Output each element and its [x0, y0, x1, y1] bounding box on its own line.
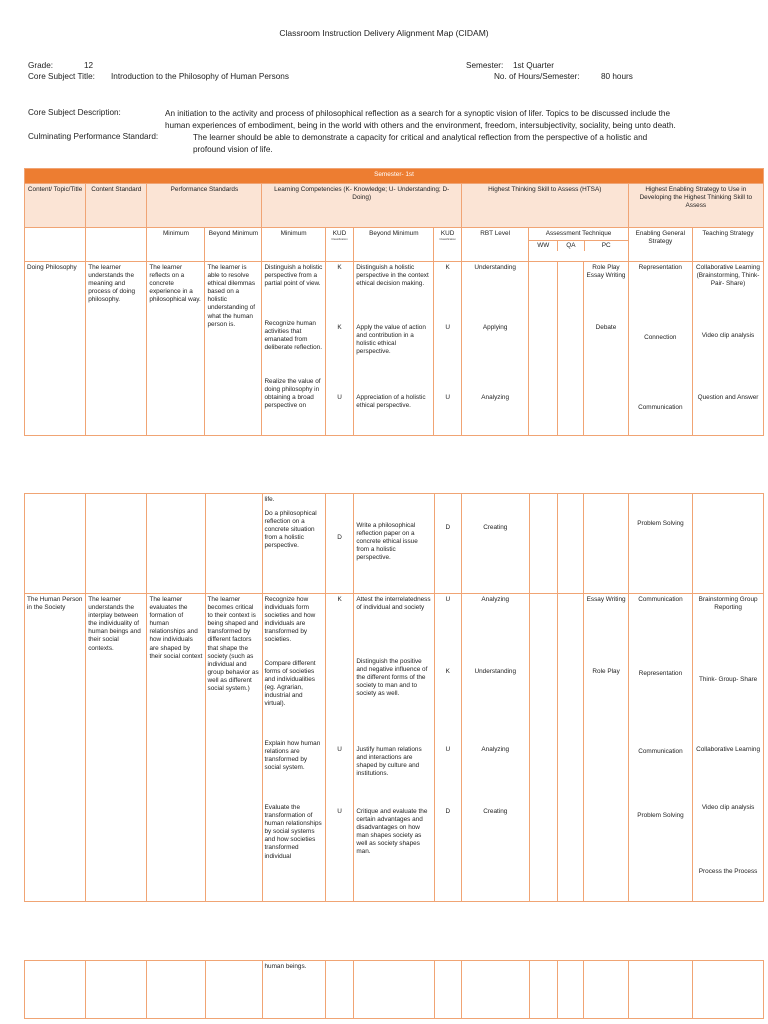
enabling-strategy-cell: Problem Solving — [628, 494, 692, 594]
header-learning-competencies: Learning Competencies (K- Knowledge; U- Understanding; D- Doing) — [262, 184, 461, 228]
subheader-ps-beyond: Beyond Minimum — [205, 228, 262, 262]
subheader-pc: PC — [601, 242, 611, 250]
kud-cell — [434, 594, 461, 902]
kud-value: U — [337, 394, 342, 401]
qa-cell — [557, 262, 583, 436]
teaching-strategy-cell — [693, 494, 764, 594]
teaching-value: Question and Answer — [697, 394, 759, 401]
topic-cell: The Human Person in the Society — [25, 594, 86, 902]
pc-cell — [584, 961, 628, 1019]
kud-label: KUD — [440, 230, 455, 237]
kud-cell — [434, 961, 461, 1019]
table-row — [25, 961, 764, 1019]
kud-cell: D — [325, 494, 354, 594]
pc-cell — [584, 494, 628, 594]
teaching-value: Process the Process — [698, 868, 758, 875]
competency-item: Compare different forms of societies and individualities (eg. Agrarian, industrial and virtual). — [264, 660, 316, 708]
subheader-lc-beyond: Beyond Minimum — [354, 228, 434, 262]
competency-beyond-cell — [354, 594, 434, 902]
competency-item: Recognize human activities that emanated from deliberate reflection. — [264, 320, 322, 352]
ww-cell — [529, 262, 557, 436]
qa-cell — [558, 494, 584, 594]
rbt-cell — [461, 961, 529, 1019]
subheader-enabling-strategy: Enabling General Strategy — [628, 228, 692, 262]
subheader-kud-2 — [434, 228, 461, 262]
enabling-strategy-cell — [628, 961, 692, 1019]
performance-minimum-cell: The learner evaluates the formation of human relationships and how individuals are shaped by their social context — [147, 594, 205, 902]
teaching-value: Think- Group- Share — [698, 676, 758, 683]
pc-value: Essay Writing — [586, 596, 626, 603]
teaching-strategy-cell — [693, 961, 764, 1019]
rbt-value: Analyzing — [481, 596, 510, 603]
enabling-value: Problem Solving — [637, 812, 684, 819]
assessment-technique-label: Assessment Technique — [545, 230, 612, 237]
kud-value: U — [337, 808, 342, 815]
subheader-empty-1 — [25, 228, 86, 262]
kud-classification: Classification — [331, 237, 348, 242]
rbt-value: Creating — [483, 808, 508, 815]
kud-value: U — [445, 324, 450, 331]
rbt-value: Applying — [482, 324, 508, 331]
subject-value: Introduction to the Philosophy of Human Persons — [111, 72, 289, 81]
content-standard-cell: The learner understands the interplay between the individuality of human beings and their social contexts. — [86, 594, 147, 902]
enabling-strategy-cell — [628, 594, 692, 902]
semester-banner: Semester- 1st — [25, 169, 764, 184]
competency-minimum-cell: human beings. — [262, 961, 325, 1019]
teaching-value: Video clip analysis — [701, 332, 755, 339]
performance-minimum-cell: The learner reflects on a concrete experience in a philosophical way. — [147, 262, 205, 436]
content-standard-cell — [86, 494, 147, 594]
header-performance-standards: Performance Standards — [147, 184, 262, 228]
topic-cell: Doing Philosophy — [25, 262, 86, 436]
subheader-qa: QA — [558, 241, 585, 251]
ww-cell — [529, 594, 558, 902]
performance-minimum-cell — [147, 494, 205, 594]
enabling-strategy-cell — [628, 262, 692, 436]
competency-item: Critique and evaluate the certain advantages and disadvantages on how man shapes society as well as society shapes man. — [356, 808, 428, 856]
teaching-strategy-cell — [693, 594, 764, 902]
enabling-value: Connection — [644, 334, 677, 341]
subheader-rbt-level: RBT Level — [461, 228, 529, 262]
pc-value: Role Play Essay Writing — [586, 264, 626, 280]
enabling-value: Representation — [638, 264, 682, 271]
kud-cell: D — [434, 494, 461, 594]
subheader-ww: WW — [529, 241, 558, 251]
semester-value: 1st Quarter — [513, 61, 554, 70]
competency-beyond-cell: Write a philosophical reflection paper on a concrete ethical issue from a holistic perspective. — [354, 494, 434, 594]
rbt-value: Understanding — [474, 264, 516, 271]
teaching-value: Collaborative Learning (Brainstorming, Think- Pair- Share) — [696, 264, 760, 288]
kud-value: K — [337, 264, 342, 271]
subheader-kud-1 — [325, 228, 353, 262]
kud-value: U — [445, 746, 451, 753]
kud-value: U — [337, 746, 342, 753]
cps-line-1: The learner should be able to demonstrate a capacity for critical and analytical reflection from the perspective of a holistic and — [193, 133, 648, 142]
header-hesa: Highest Enabling Strategy to Use in Developing the Highest Thinking Skill to Assess — [628, 184, 763, 228]
kud-cell — [325, 262, 353, 436]
competency-item: Appreciation of a holistic ethical perspective. — [356, 394, 426, 410]
rbt-value: Analyzing — [481, 746, 510, 753]
competency-beyond-cell — [354, 961, 434, 1019]
subheader-lc-minimum: Minimum — [262, 228, 325, 262]
rbt-value: Analyzing — [481, 394, 510, 401]
topic-cell — [25, 961, 86, 1019]
kud-cell — [325, 594, 354, 902]
competency-minimum-cell — [262, 494, 325, 594]
topic-cell — [25, 494, 86, 594]
grade-value: 12 — [84, 61, 94, 70]
rbt-cell — [461, 262, 529, 436]
kud-value: K — [445, 668, 450, 675]
table-row — [25, 262, 764, 436]
competency-minimum-cell — [262, 262, 325, 436]
hours-label: No. of Hours/Semester: — [494, 72, 580, 81]
competency-item: Evaluate the transformation of human relationships by social systems and how societies transformed individual — [264, 804, 322, 860]
cps-text — [193, 132, 765, 156]
competency-item: Attest the interrelatedness of individual and society — [356, 596, 431, 612]
enabling-value: Communication — [638, 404, 683, 411]
kud-cell — [325, 961, 354, 1019]
kud-value: U — [445, 394, 450, 401]
teaching-value: Collaborative Learning — [696, 746, 761, 753]
cps-line-2: profound vision of life. — [193, 145, 273, 154]
competency-beyond-cell — [354, 262, 434, 436]
document-title: Classroom Instruction Delivery Alignment Map (CIDAM) — [279, 28, 489, 38]
hours-value: 80 hours — [601, 72, 633, 81]
performance-beyond-cell: The learner becomes critical to their context is being shaped and transformed by different factors that shape the society (such as individual and group behavior as well as different social system.) — [205, 594, 262, 902]
competency-item: Distinguish a holistic perspective from a partial point of view. — [264, 264, 323, 288]
kud-value: K — [445, 264, 450, 271]
rbt-cell — [461, 594, 529, 902]
description-text — [165, 108, 765, 132]
subheader-assessment — [529, 228, 628, 262]
performance-beyond-cell: The learner is able to resolve ethical dilemmas based on a holistic understanding of what the human person is. — [205, 262, 262, 436]
performance-beyond-cell — [205, 961, 262, 1019]
pc-cell — [584, 594, 628, 902]
content-standard-cell: The learner understands the meaning and process of doing philosophy. — [86, 262, 147, 436]
kud-label: KUD — [332, 230, 347, 237]
header-htsa: Highest Thinking Skill to Assess (HTSA) — [461, 184, 628, 228]
cidam-table-page-3 — [24, 960, 764, 1019]
competency-item: Explain how human relations are transformed by social system. — [264, 740, 321, 772]
kud-value: D — [445, 808, 451, 815]
competency-item: Recognize how individuals form societies and how individuals are transformed by societies. — [264, 596, 316, 644]
performance-beyond-cell — [205, 494, 262, 594]
competency-item: Do a philosophical reflection on a concrete situation from a holistic perspective. — [264, 510, 317, 550]
teaching-value: Video clip analysis — [701, 804, 755, 811]
description-line-1: An initiation to the activity and process of philosophical reflection as a search for a synoptic vision of lifer. Topics to be discussed include the — [165, 109, 671, 118]
pc-value: Role Play — [592, 668, 620, 675]
cidam-table-page-2 — [24, 493, 764, 902]
content-standard-cell — [86, 961, 147, 1019]
pc-cell — [584, 262, 628, 436]
subheader-ps-minimum: Minimum — [147, 228, 205, 262]
competency-item: Distinguish a holistic perspective in the context ethical decision making. — [356, 264, 429, 288]
description-line-2: human experiences of embodiment, being in the world with others and the environment, freedom, intersubjectivity, sociality, being unto death. — [165, 121, 676, 130]
kud-value: K — [337, 324, 342, 331]
competency-item: Justify human relations and interactions are shaped by culture and institutions. — [356, 746, 422, 778]
teaching-value: Brainstorming Group Reporting — [698, 596, 758, 612]
table-row — [25, 494, 764, 594]
kud-value: U — [445, 596, 451, 603]
competency-item: Apply the value of action and contribution in a holistic ethical perspective. — [356, 324, 426, 356]
competency-item: Realize the value of doing philosophy in obtaining a broad perspective on — [264, 378, 321, 410]
description-label: Core Subject Description: — [28, 108, 121, 117]
competency-minimum-cell — [262, 594, 325, 902]
subject-label: Core Subject Title: — [28, 72, 95, 81]
cps-label: Culminating Performance Standard: — [28, 132, 159, 141]
kud-classification: Classification — [439, 237, 456, 242]
header-content-standard: Content Standard — [86, 184, 147, 228]
table-row — [25, 594, 764, 902]
rbt-cell: Creating — [461, 494, 529, 594]
competency-item: Distinguish the positive and negative influence of the different forms of the society to man and to society as well. — [356, 658, 428, 698]
grade-label: Grade: — [28, 61, 54, 70]
pc-value: Debate — [595, 324, 617, 331]
ww-cell — [529, 494, 558, 594]
qa-cell — [558, 961, 584, 1019]
teaching-strategy-cell — [693, 262, 764, 436]
enabling-value: Communication — [638, 596, 683, 603]
performance-minimum-cell — [147, 961, 205, 1019]
competency-continuation: life. — [264, 496, 275, 503]
subheader-empty-2 — [86, 228, 147, 262]
header-content-topic: Content/ Topic/Title — [25, 184, 86, 228]
cidam-table-page-1 — [24, 168, 764, 436]
subheader-teaching-strategy: Teaching Strategy — [693, 228, 764, 262]
semester-label: Semester: — [466, 61, 504, 70]
enabling-value: Representation — [638, 670, 683, 677]
ww-cell — [529, 961, 558, 1019]
rbt-value: Understanding — [474, 668, 517, 675]
kud-value: K — [337, 596, 342, 603]
enabling-value: Communication — [638, 748, 683, 755]
kud-cell — [434, 262, 461, 436]
qa-cell — [558, 594, 584, 902]
